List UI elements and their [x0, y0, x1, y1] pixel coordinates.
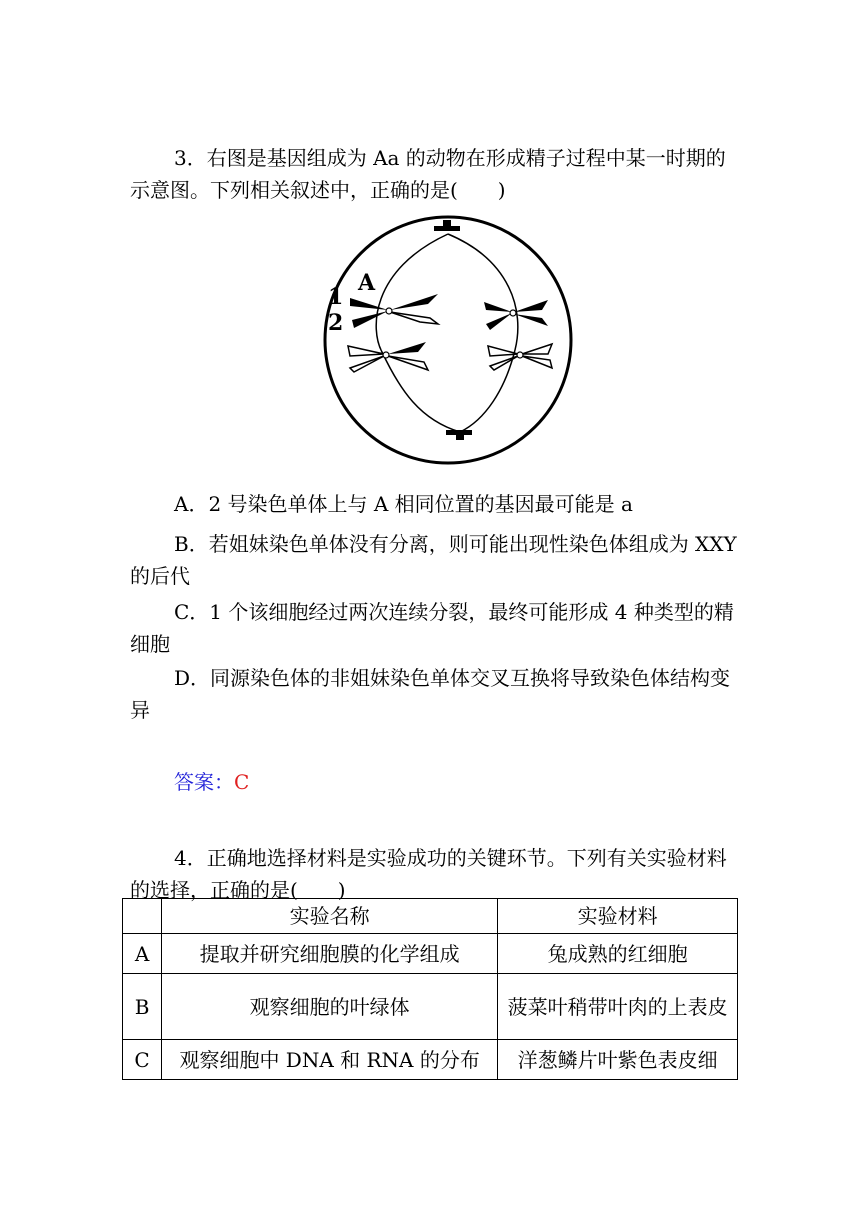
centriole-top: [434, 220, 460, 231]
table-cell: 提取并研究细胞膜的化学组成: [162, 934, 498, 974]
cell-membrane: [325, 217, 571, 463]
chromosome-dark-left: [350, 294, 438, 328]
table-cell: A: [123, 934, 162, 974]
table-cell: 观察细胞的叶绿体: [162, 974, 498, 1040]
table-row: [123, 974, 738, 1040]
chromosome-light-right: [488, 344, 552, 370]
label-2: 2: [328, 310, 344, 336]
answer: [174, 766, 249, 795]
table-cell: 观察细胞中 DNA 和 RNA 的分布: [162, 1040, 498, 1080]
label-1: 1: [328, 284, 344, 310]
table-cell: C: [123, 1040, 162, 1080]
question-4-stem: 4．正确地选择材料是实验成功的关键环节。下列有关实验材料的选择，正确的是( ): [130, 846, 727, 902]
option-a: A．2 号染色单体上与 A 相同位置的基因最可能是 a: [174, 492, 633, 516]
table-header-cell: [123, 899, 162, 934]
table-row: [123, 1040, 738, 1080]
table-cell: 菠菜叶稍带叶肉的上表皮: [498, 974, 738, 1040]
table-header-cell: 实验名称: [162, 899, 498, 934]
answer-value: C: [234, 770, 250, 794]
option-c: C．1 个该细胞经过两次连续分裂，最终可能形成 4 种类型的精细胞: [130, 600, 734, 656]
table-row: [123, 934, 738, 974]
table-cell: 兔成熟的红细胞: [498, 934, 738, 974]
answer-label: 答案：: [174, 770, 234, 794]
option-b: B．若姐妹染色单体没有分离，则可能出现性染色体组成为 XXY 的后代: [130, 532, 737, 588]
centriole-bottom: [446, 430, 472, 440]
question-3: [130, 142, 738, 206]
spindle-fiber-right: [448, 234, 518, 432]
table-cell: 洋葱鳞片叶紫色表皮细: [498, 1040, 738, 1080]
question-3-stem: 3．右图是基因组成为 Aa 的动物在形成精子过程中某一时期的示意图。下列相关叙述中，正确的是( ): [130, 146, 726, 202]
table-cell: B: [123, 974, 162, 1040]
chromosome-dark-right: [484, 300, 548, 330]
question-4: [130, 842, 738, 906]
spindle-fiber-left: [376, 234, 460, 432]
label-a: A: [358, 270, 376, 296]
option-d: D．同源染色体的非姐妹染色单体交叉互换将导致染色体结构变异: [130, 666, 731, 722]
table-header-row: [123, 899, 738, 934]
meiosis-cell-diagram: [310, 210, 580, 468]
materials-table: [122, 898, 738, 1080]
chromosome-light-left: [348, 342, 428, 372]
table-header-cell: 实验材料: [498, 899, 738, 934]
